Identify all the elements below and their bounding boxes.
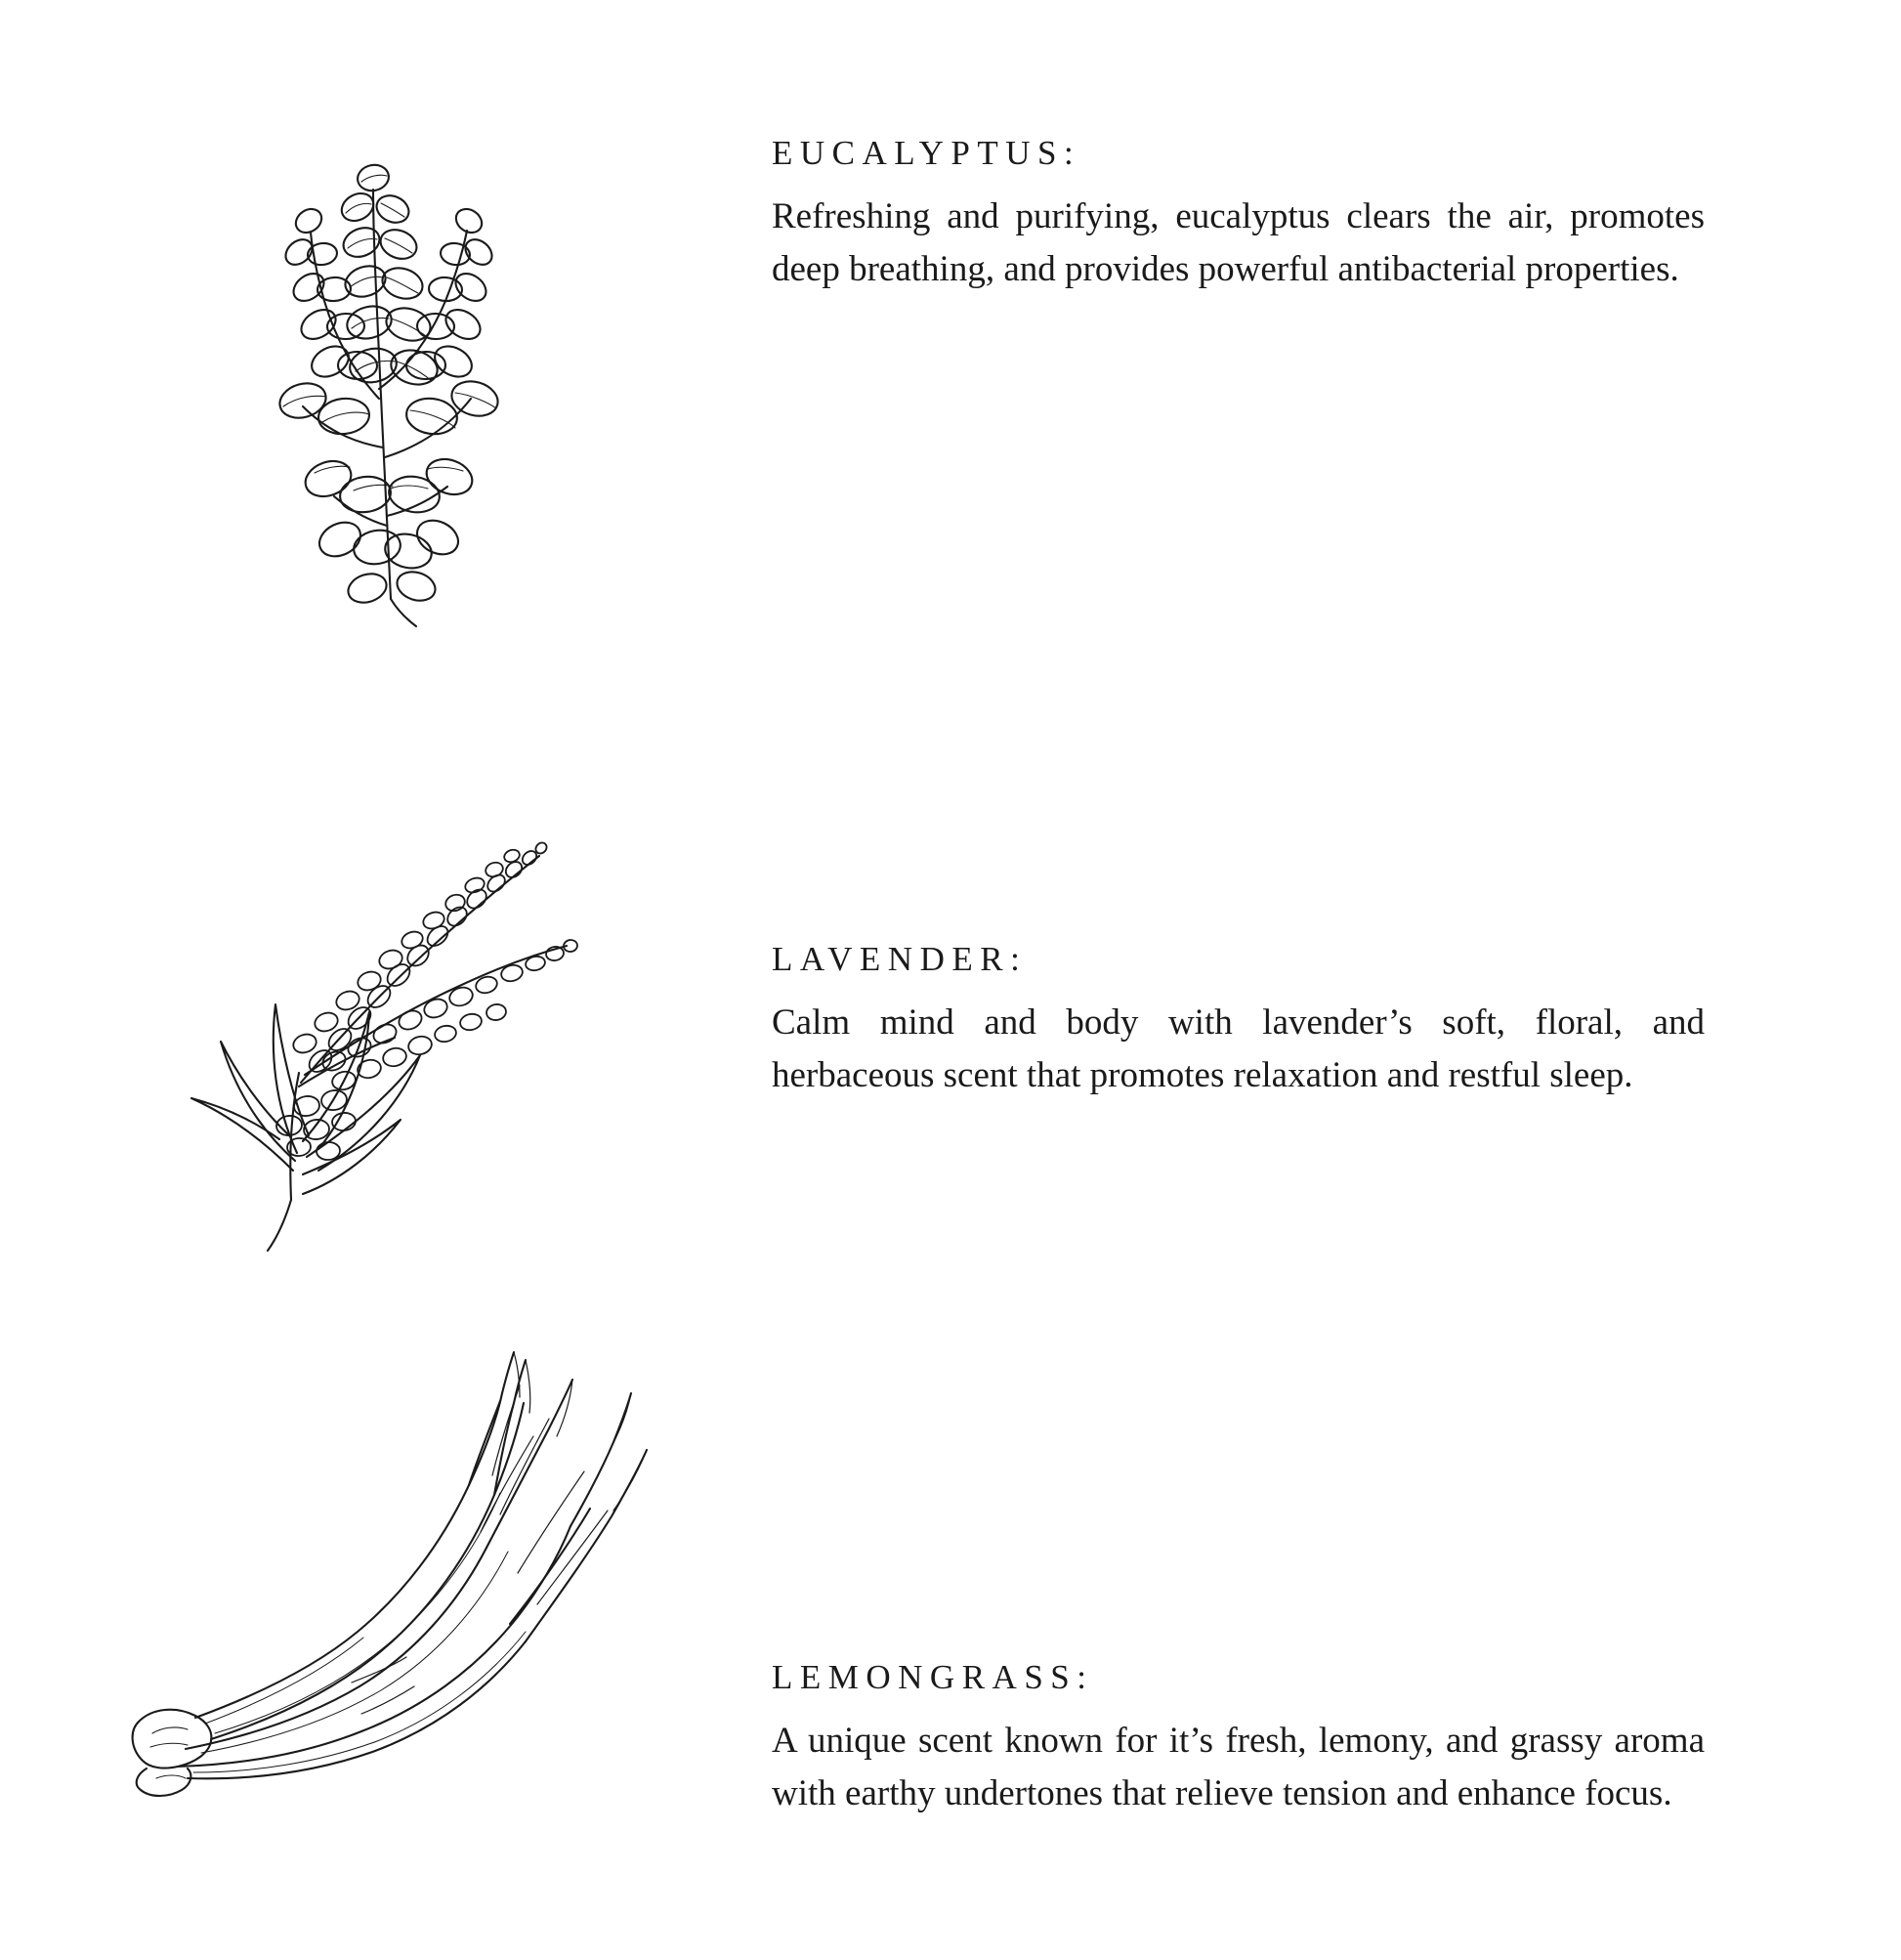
ingredient-row [0, 59, 1901, 664]
ingredient-title: EUCALYPTUS: [772, 133, 1081, 172]
ingredient-description: Refreshing and purifying, eucalyptus clears the air, promotes deep breathing, and provides powerful antibacterial properties. [772, 195, 1705, 289]
illustration-container [0, 1329, 772, 1935]
ingredient-text [772, 1658, 1901, 1820]
ingredient-benefits-page [0, 59, 1901, 1960]
ingredient-title: LEMONGRASS: [772, 1657, 1094, 1696]
eucalyptus-sprig-icon [127, 106, 674, 633]
ingredient-row [0, 1329, 1901, 1935]
lavender-sprig-icon [59, 711, 664, 1258]
ingredient-text [772, 134, 1901, 296]
illustration-container [0, 694, 772, 1300]
ingredient-text [772, 940, 1901, 1102]
ingredient-title: LAVENDER: [772, 939, 1028, 978]
ingredient-description: Calm mind and body with lavender’s soft, floral, and herbaceous scent that promotes relaxation and restful sleep. [772, 1001, 1705, 1095]
illustration-container [0, 59, 772, 664]
lemongrass-stalks-icon [59, 1339, 664, 1847]
ingredient-row [0, 694, 1901, 1300]
ingredient-description: A unique scent known for it’s fresh, lemony, and grassy aroma with earthy undertones that relieve tension and enhance focus. [772, 1720, 1705, 1813]
